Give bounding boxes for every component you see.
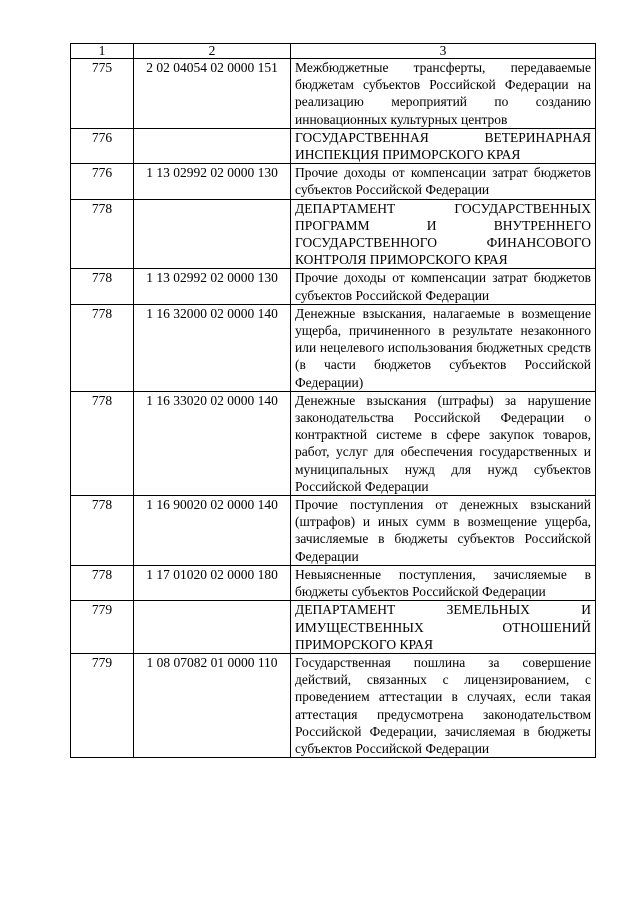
admin-code-cell: 779	[71, 653, 134, 757]
table-row	[71, 164, 596, 199]
description-cell: Государственная пошлина за совершение действий, связанных с лицензированием, с проведением аттестации в случаях, если такая аттестация предусмотрена законодательством Российской Федерации, зачисляемая в бюджеты субъектов Российской Федерации	[291, 653, 596, 757]
table-row	[71, 496, 596, 566]
kbk-code-cell: 1 16 33020 02 0000 140	[134, 391, 291, 495]
kbk-code-cell: 1 13 02992 02 0000 130	[134, 269, 291, 304]
kbk-code-cell: 1 13 02992 02 0000 130	[134, 164, 291, 199]
description-cell: Невыясненные поступления, зачисляемые в бюджеты субъектов Российской Федерации	[291, 565, 596, 600]
admin-code-cell: 775	[71, 59, 134, 129]
admin-code-cell: 778	[71, 391, 134, 495]
admin-code-cell: 778	[71, 269, 134, 304]
header-col-2: 2	[134, 44, 291, 59]
revenue-codes-table	[70, 43, 596, 758]
header-col-3: 3	[291, 44, 596, 59]
kbk-code-cell: 1 16 32000 02 0000 140	[134, 304, 291, 391]
admin-code-cell: 778	[71, 496, 134, 566]
admin-code-cell: 778	[71, 565, 134, 600]
table-row	[71, 601, 596, 654]
header-col-1: 1	[71, 44, 134, 59]
description-cell: Прочие поступления от денежных взысканий (штрафов) и иных сумм в возмещение ущерба, зачисляемые в бюджеты субъектов Российской Федерации	[291, 496, 596, 566]
admin-code-cell: 776	[71, 128, 134, 163]
description-cell: ДЕПАРТАМЕНТ ЗЕМЕЛЬНЫХ И ИМУЩЕСТВЕННЫХ ОТНОШЕНИЙ ПРИМОРСКОГО КРАЯ	[291, 601, 596, 654]
description-cell: Денежные взыскания, налагаемые в возмещение ущерба, причиненного в результате незаконного или нецелевого использования бюджетных средств (в части бюджетов субъектов Российской Федерации)	[291, 304, 596, 391]
table-row	[71, 59, 596, 129]
kbk-code-cell: 2 02 04054 02 0000 151	[134, 59, 291, 129]
description-cell: Прочие доходы от компенсации затрат бюджетов субъектов Российской Федерации	[291, 269, 596, 304]
admin-code-cell: 778	[71, 304, 134, 391]
admin-code-cell: 778	[71, 199, 134, 269]
table-row	[71, 565, 596, 600]
description-cell: Прочие доходы от компенсации затрат бюджетов субъектов Российской Федерации	[291, 164, 596, 199]
table-header-row	[71, 44, 596, 59]
admin-code-cell: 776	[71, 164, 134, 199]
kbk-code-cell	[134, 601, 291, 654]
kbk-code-cell: 1 17 01020 02 0000 180	[134, 565, 291, 600]
table-row	[71, 391, 596, 495]
table-row	[71, 199, 596, 269]
admin-code-cell: 779	[71, 601, 134, 654]
table-row	[71, 304, 596, 391]
table-row	[71, 653, 596, 757]
kbk-code-cell: 1 08 07082 01 0000 110	[134, 653, 291, 757]
description-cell: Межбюджетные трансферты, передаваемые бюджетам субъектов Российской Федерации на реализацию мероприятий по созданию инновационных культурных центров	[291, 59, 596, 129]
kbk-code-cell	[134, 199, 291, 269]
kbk-code-cell	[134, 128, 291, 163]
description-cell: ДЕПАРТАМЕНТ ГОСУДАРСТВЕННЫХ ПРОГРАММ И ВНУТРЕННЕГО ГОСУДАРСТВЕННОГО ФИНАНСОВОГО КОНТРОЛЯ ПРИМОРСКОГО КРАЯ	[291, 199, 596, 269]
kbk-code-cell: 1 16 90020 02 0000 140	[134, 496, 291, 566]
table-row	[71, 269, 596, 304]
description-cell: ГОСУДАРСТВЕННАЯ ВЕТЕРИНАРНАЯ ИНСПЕКЦИЯ ПРИМОРСКОГО КРАЯ	[291, 128, 596, 163]
description-cell: Денежные взыскания (штрафы) за нарушение законодательства Российской Федерации о контрактной системе в сфере закупок товаров, работ, услуг для обеспечения государственных и муниципальных нужд для нужд субъектов Российской Федерации	[291, 391, 596, 495]
table-row	[71, 128, 596, 163]
